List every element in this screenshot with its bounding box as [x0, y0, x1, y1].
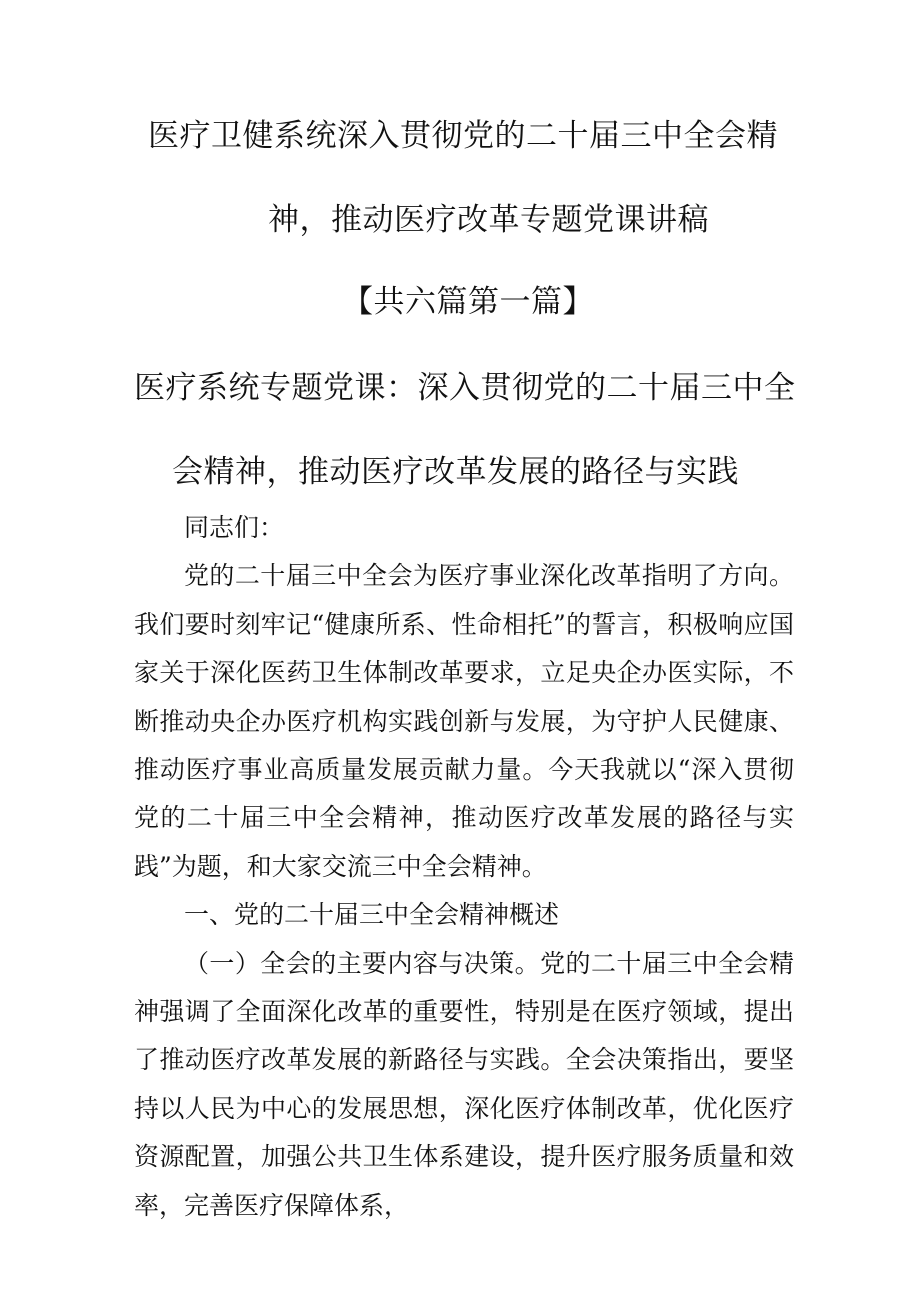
body-paragraph: 党的二十届三中全会为医疗事业深化改革指明了方向。我们要时刻牢记“健康所系、性命相托”的誓言，积极响应国家关于深化医药卫生体制改革要求，立足央企办医实际，不断推动央企办医疗机构实践创新与发展，为守护人民健康、推动医疗事业高质量发展贡献力量。今天我就以“深入贯彻党的二十届三中全会精神，推动医疗改革发展的路径与实践”为题，和大家交流三中全会精神。: [134, 561, 794, 881]
document-title-line-1: 医疗卫健系统深入贯彻党的二十届三中全会精: [148, 118, 778, 154]
document-subtitle-line-1: 医疗系统专题党课：深入贯彻党的二十届三中全: [134, 370, 796, 406]
document-subtitle-line-2: 会精神，推动医疗改革发展的路径与实践: [172, 454, 739, 490]
section-heading: 一、党的二十届三中全会精神概述: [184, 900, 560, 930]
body-paragraph: （一）全会的主要内容与决策。党的二十届三中全会精神强调了全面深化改革的重要性，特别是在医疗领域，提出了推动医疗改革发展的新路径与实践。全会决策指出，要坚持以人民为中心的发展思想，深化医疗体制改革，优化医疗资源配置，加强公共卫生体系建设，提升医疗服务质量和效率，完善医疗保障体系，: [134, 948, 794, 1220]
document-series-label: 【共六篇第一篇】: [342, 284, 594, 320]
salutation: 同志们：: [184, 513, 285, 542]
document-title-line-2: 神，推动医疗改革专题党课讲稿: [268, 202, 709, 238]
document-body: [134, 504, 794, 1230]
